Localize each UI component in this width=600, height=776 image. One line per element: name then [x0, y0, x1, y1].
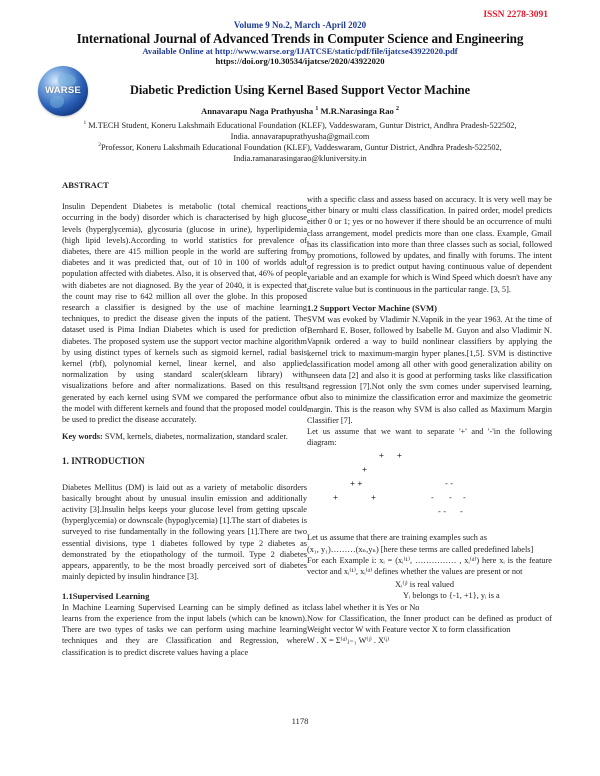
author-1-sup: 1 — [315, 106, 319, 113]
keywords-list: SVM, kernels, diabetes, normalization, standard scaler. — [102, 432, 288, 442]
volume-info: Volume 9 No.2, March -April 2020 — [233, 20, 367, 30]
affiliation-1-sup: 1 — [83, 120, 87, 126]
minus-point: - — [463, 492, 466, 503]
authors — [0, 106, 600, 116]
affiliation-1 — [80, 118, 520, 142]
svm-heading: 1.2 Support Vector Machine (SVM) — [307, 302, 437, 313]
plus-point: + — [379, 450, 384, 461]
abstract-text: Insulin Dependent Diabetes is metabolic (total chemical reactions occurring in the body) disorder which is characterised by high glucose levels (hyperglycemia), glycosuria (glucose in urine), hyperlipidemia (high lipid levels).According to world statistics for prevalence of diabetes, there are 415 million people in the world are suffering from diabetes and it was predicted that, out of 10 in 100 of worlds adult population affected with diabetes. Also, it is observed that, 46% of people with diabetes are not diagnosed. By the year of 2040, it is expected that the count may rise to 642 million all over the globe. In this proposed research a classifier is designed by the use of machine learning techniques, to predict the disease given the inputs of the patient. The dataset used is Pima Indian Diabetes which is used for prediction of diabetes. The proposed system use the support vector machine algorithm by using distinct types of kernels such as sigmoid kernel, radial basis kernel (rbf), polynomial kernel, linear kernel, and also applied normalization by using standard scaler(sklearn library) with visualizations before and after normalizations. Based on this results generated by each kernel using SVM we compared the performance of the model with different kernels and found that the proposed model could be used to predict the disease accurately. — [62, 202, 308, 425]
minus-point: - - — [438, 506, 447, 517]
author-2-sup: 2 — [395, 106, 399, 113]
journal-header — [0, 20, 600, 67]
plus-point: + — [362, 464, 367, 475]
available-online-link[interactable]: Available Online at http://www.warse.org/IJATCSE/static/pdf/file/ijatcse43922020.pdf — [142, 46, 458, 56]
supervised-learning-text: In Machine Learning Supervised Learning can be simply defined as it learns from the experience from the input labels (which can be known). There are two types of tasks we can perform using machine learning techniques and they are Classification and Regression, where classification is to predict discrete values having a place — [62, 602, 307, 657]
class-label-line: class label whether it is Yes or No — [307, 602, 420, 612]
author-2: M.R.Narasinga Rao — [320, 106, 394, 116]
plus-point: + — [397, 450, 402, 461]
affiliation-2-sup: 2 — [98, 142, 102, 148]
diagram-intro: Let us assume that we want to separate '+' and '-'in the following diagram: — [307, 427, 552, 448]
minus-point: - — [460, 506, 463, 517]
plus-point: + + — [350, 478, 363, 489]
svm-text: SVM was evoked by Vladimir N.Vapnik in the year 1963. At the time of Bernhard E. Boser, followed by Isabelle M. Guyon and also Vladimir N. Vapnik ordered a way to build nonlinear classifiers by applying the kernel trick to maximum-margin hyper planes.[1,5]. SVM is distinctive classification model among all other with good generalization ability on unseen data [2] and also it is good at performing tasks like classification and regression [7].Not only the svm comes under supervised learning, but also to minimize the classification error and maximize the geometric margin. This is the reason why SVM is also called as Maximum Margin Classifier [7]. — [307, 315, 552, 425]
doi-link[interactable]: https://doi.org/10.30534/ijatcse/2020/43922020 — [215, 56, 385, 66]
minus-point: - - — [445, 478, 454, 489]
page-number: 1178 — [291, 716, 309, 726]
supervised-learning-heading: 1.1Supervised Learning — [62, 590, 150, 601]
introduction-heading: 1. INTRODUCTION — [62, 456, 145, 467]
author-1: Annavarapu Naga Prathyusha — [201, 106, 314, 116]
supervised-learning-text-cont: with a specific class and assess based on accuracy. It is very well may be either binary or multi class classification. In paired order, model predicts either 0 or 1; yes or no however if there should be an occurrence of multi class arrangement, model predicts more than one class. Example, Gmail has its classification into more than three classes such as social, followed by promotions, followed by updates, and finally with forums. The intent of regression is to predict output having continuous value of dependent variable and an example for which is Wind Speed which doesn't have any discrete value but is continuous in the particular range. [3, 5]. — [307, 195, 552, 294]
right-column — [307, 194, 552, 647]
issn: ISSN 2278-3091 — [483, 10, 548, 20]
keywords — [62, 431, 307, 442]
affiliation-1-text: M.TECH Student, Koneru Lakshmaih Educational Foundation (KLEF), Vaddeswaram, Guntur District, Andhra Pradesh-522502, India. annavarapuprathyusha@gmail.com — [86, 120, 517, 142]
logo-text: WARSE — [45, 85, 81, 96]
affiliation-2-text: Professor, Koneru Lakshmaih Educational Foundation (KLEF), Vaddeswaram, Guntur District, Andhra Pradesh-522502, India.ramanarasingarao@kluniversity.in — [101, 142, 502, 164]
training-intro: Let us assume that there are training examples such as — [307, 533, 487, 543]
affiliation-2 — [80, 140, 520, 164]
training-pairs: (x₁, y₁)………(xₙ,yₙ) [here these terms are called predefined labels] — [307, 544, 534, 554]
minus-point: - — [431, 492, 434, 503]
journal-name: International Journal of Advanced Trends in Computer Science and Engineering — [76, 31, 524, 46]
plus-point: + — [333, 492, 338, 503]
inner-product-equation: W . X = Σ⁽ᵈ⁾ⱼ₌₁ W⁽ʲ⁾ . X⁽ʲ⁾ — [307, 636, 390, 646]
abstract-heading: ABSTRACT — [62, 180, 109, 190]
plus-point: + — [371, 492, 376, 503]
paper-title: Diabetic Prediction Using Kernel Based Support Vector Machine — [129, 83, 471, 97]
keywords-label: Key words: — [62, 432, 103, 442]
belongs-line: Yᵢ belongs to {-1, +1}, yᵢ is a — [403, 591, 500, 601]
real-valued: Xᵢ⁽ʲ⁾ is real valued — [395, 580, 455, 590]
introduction-text: Diabetes Mellitus (DM) is laid out as a variety of metabolic disorders basically brought about by unusual insulin emission and additionally activity [3].Insulin helps keeps your glucose level from getting upscale (hyperglycemia) or downscale (hypoglycemia) [1].The start of diabetes is surveyed to rise fundamentally in the following years [1].There are two essential divisions, type 1 diabetes followed by type 2 diabetes as demonstrated by the etiopathology of the turmoil. Type 2 diabetes appears, apparently, to be the most broadly perceived sort of diabetes mainly depicted by insulin hindrance [3]. — [62, 482, 307, 582]
example-line: For each Example i: xᵢ = (xᵢ⁽¹⁾, …………… , xᵢ⁽ᵈ⁾) here xᵢ is the feature vector and xᵢ⁽¹⁾, xᵢ⁽ᵈ⁾ defines whether the values are present or not — [307, 555, 552, 577]
plus-minus-diagram — [307, 448, 552, 532]
left-column — [62, 180, 307, 658]
minus-point: - — [449, 492, 452, 503]
classification-text: Now for Classification, the Inner product can be defined as product of Weight vector W with Feature vector X to form classification — [307, 613, 552, 635]
